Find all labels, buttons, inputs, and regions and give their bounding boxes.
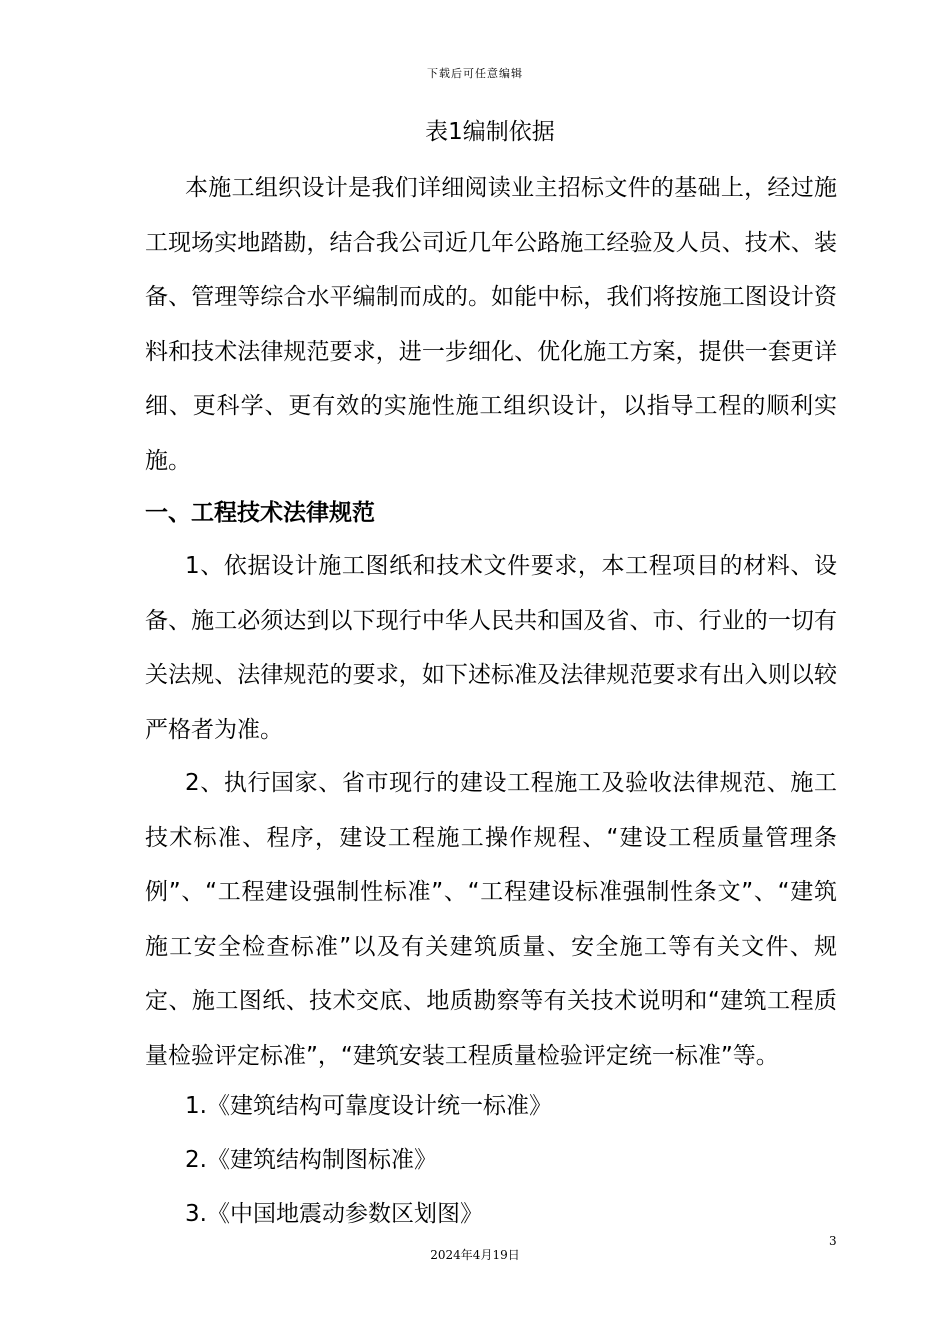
intro-paragraph: 本施工组织设计是我们详细阅读业主招标文件的基础上，经过施工现场实地踏勘，结合我公司近几年公路施工经验及人员、技术、装备、管理等综合水平编制而成的。如能中标，我们将按施工图设计资料和技术法律规范要求，进一步细化、优化施工方案，提供一套更详细、更科学、更有效的实施性施工组织设计，以指导工程的顺利实施。 [145,175,837,474]
section-heading: 一、工程技术法律规范 [145,500,375,526]
standard-item-1: 1.《建筑结构可靠度设计统一标准》 [185,1093,552,1119]
clause-paragraph-1: 1、依据设计施工图纸和技术文件要求，本工程项目的材料、设备、施工必须达到以下现行中华人民共和国及省、市、行业的一切有关法规、法律规范的要求，如下述标准及法律规范要求有出入则以较严格者为准。 [145,553,837,743]
standard-item-3: 3.《中国地震动参数区划图》 [185,1201,483,1227]
standard-item-2: 2.《建筑结构制图标准》 [185,1147,437,1173]
clause-paragraph-2: 2、执行国家、省市现行的建设工程施工及验收法律规范、施工技术标准、程序，建设工程施工操作规程、“建设工程质量管理条例”、“工程建设强制性标准”、“工程建设标准强制性条文”、“建筑施工安全检查标准”以及有关建筑质量、安全施工等有关文件、规定、施工图纸、技术交底、地质勘察等有关技术说明和“建筑工程质量检验评定标准”，“建筑安装工程质量检验评定统一标准”等。 [145,770,837,1069]
page-footer-date: 2024年4月19日 [430,1248,520,1262]
page-header: 下载后可任意编辑 [427,67,523,80]
document-title: 表1编制依据 [425,119,555,145]
page-number: 3 [829,1234,837,1248]
